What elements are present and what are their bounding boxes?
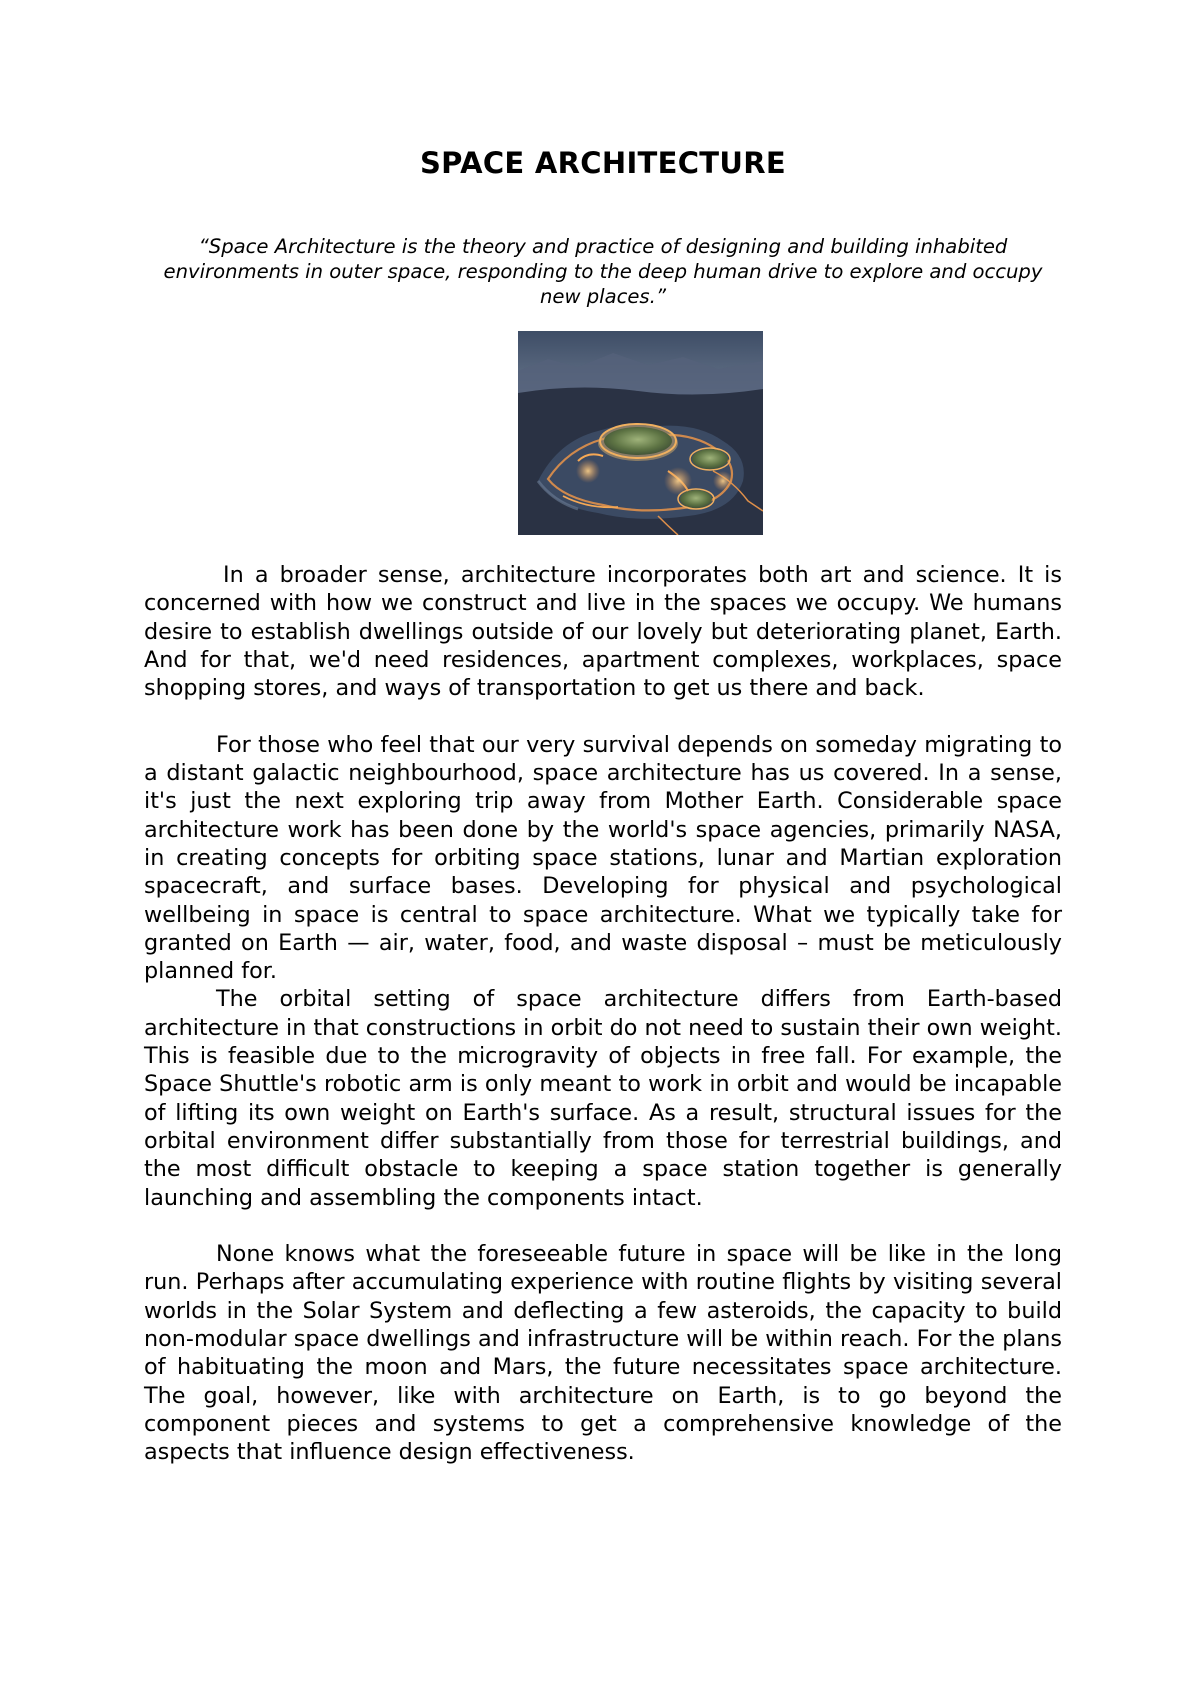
document-title: SPACE ARCHITECTURE (420, 146, 786, 180)
space-habitat-render-icon (518, 331, 763, 535)
paragraph-4: None knows what the foreseeable future in space will be like in the long run. Perhaps after accumulating experience with routine flights by visiting several worlds in the Solar System and deflecting a few asteroids, the capacity to build non-modular space dwellings and infrastructure will be within reach. For the plans of habituating the moon and Mars, the future necessitates space architecture. The goal, however, like with architecture on Earth, is to go beyond the component pieces and systems to get a comprehensive knowledge of the aspects that influence design effectiveness. (144, 1241, 1062, 1466)
paragraph-2: For those who feel that our very survival depends on someday migrating to a distant galactic neighbourhood, space architecture has us covered. In a sense, it's just the next exploring trip away from Mother Earth. Considerable space architecture work has been done by the world's space agencies, primarily NASA, in creating concepts for orbiting space stations, lunar and Martian exploration spacecraft, and surface bases. Developing for physical and psychological wellbeing in space is central to space architecture. What we typically take for granted on Earth — air, water, food, and waste disposal – must be meticulously planned for. (144, 731, 1062, 985)
body-text (144, 561, 1062, 1467)
space-habitat-image (518, 331, 763, 535)
paragraph-1: In a broader sense, architecture incorporates both art and science. It is concerned with how we construct and live in the spaces we occupy. We humans desire to establish dwellings outside of our lovely but deteriorating planet, Earth. And for that, we'd need residences, apartment complexes, workplaces, space shopping stores, and ways of transportation to get us there and back. (144, 562, 1062, 702)
document-page (144, 0, 1062, 1698)
definition-quote: “Space Architecture is the theory and practice of designing and building inhabited environments in outer space, responding to the deep human drive to explore and occupy new places.” (163, 235, 1043, 308)
paragraph-3: The orbital setting of space architecture differs from Earth-based architecture in that constructions in orbit do not need to sustain their own weight. This is feasible due to the microgravity of objects in free fall. For example, the Space Shuttle's robotic arm is only meant to work in orbit and would be incapable of lifting its own weight on Earth's surface. As a result, structural issues for the orbital environment differ substantially from those for terrestrial buildings, and the most difficult obstacle to keeping a space station together is generally launching and assembling the components intact. (144, 986, 1062, 1211)
